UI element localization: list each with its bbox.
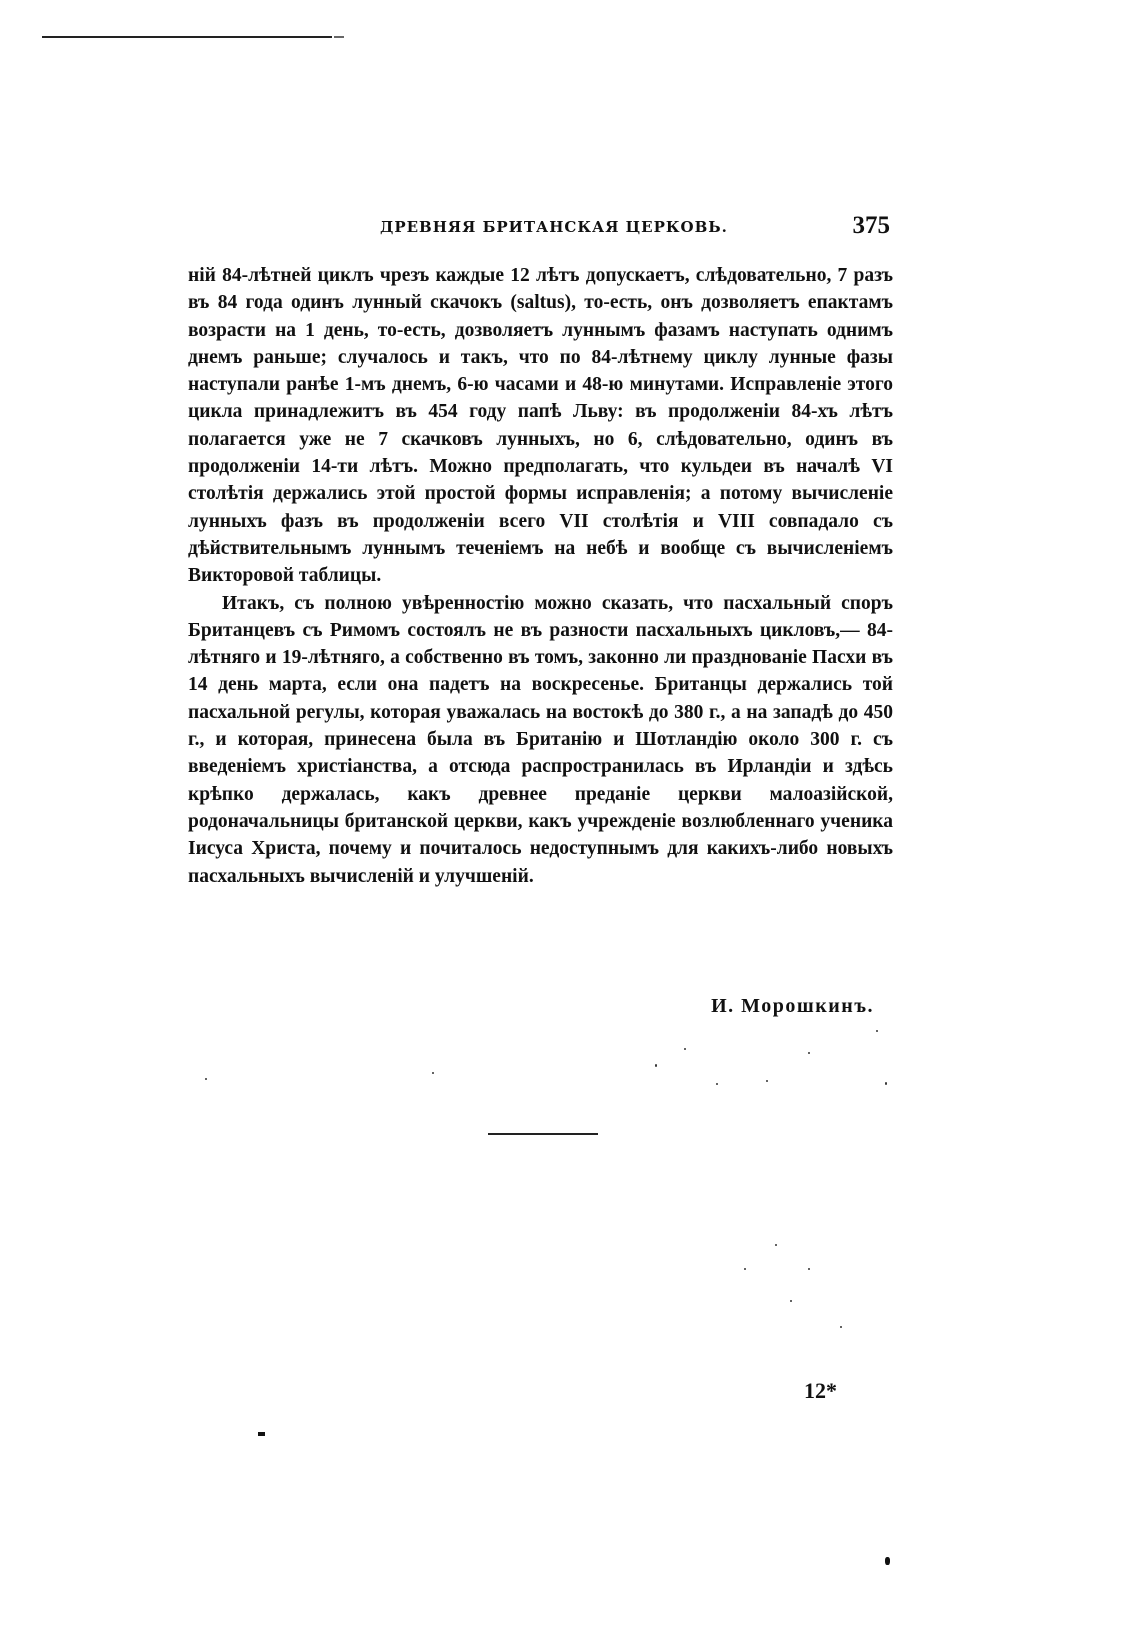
scan-speck <box>655 1064 657 1067</box>
scan-speck <box>684 1048 686 1050</box>
signature-mark: 12* <box>804 1378 837 1403</box>
paragraph-2: Итакъ, съ полною увѣренностію можно сказать, что пасхальный споръ Британцевъ съ Римомъ состоялъ не въ разности пасхальныхъ цикловъ,— 84-лѣтняго и 19-лѣтняго, а собственно въ томъ, законно ли празднованіе Пасхи въ 14 день марта, если она падетъ на воскресенье. Британцы держались той пасхальной регулы, которая уважалась на востокѣ до 380 г., а на западѣ до 450 г., и которая, принесена была въ Британію и Шотландію около 300 г. съ введеніемъ христіанства, а отсюда распространилась въ Ирландіи и здѣсь крѣпко держалась, какъ древнее преданіе церкви малоазійской, родоначальницы британской церкви, какъ учрежденіе возлюбленнаго ученика Іисуса Христа, почему и почиталось недоступнымъ для какихъ-либо новыхъ пасхальныхъ вычисленій и улучшеній. <box>188 592 893 887</box>
scan-speck <box>840 1326 842 1328</box>
author-signature: И. Морошкинъ. <box>711 995 874 1017</box>
page-number: 375 <box>852 212 890 239</box>
scan-mark <box>258 1432 265 1436</box>
scan-speck <box>205 1078 207 1080</box>
end-rule <box>488 1133 598 1135</box>
scan-speck <box>790 1300 792 1302</box>
scan-speck <box>808 1268 810 1270</box>
top-rule-tail <box>334 36 344 38</box>
scan-speck <box>716 1083 718 1085</box>
running-title: ДРЕВНЯЯ БРИТАНСКАЯ ЦЕРКОВЬ. <box>380 218 728 236</box>
scan-speck <box>432 1072 434 1074</box>
scan-speck <box>808 1052 810 1054</box>
scan-speck <box>775 1244 777 1246</box>
scan-speck <box>766 1080 768 1082</box>
running-head <box>188 212 890 246</box>
main-text <box>188 262 893 890</box>
top-rule <box>42 36 332 38</box>
scan-speck <box>744 1268 746 1270</box>
scan-speck <box>876 1030 878 1032</box>
scan-speck <box>885 1082 887 1085</box>
scan-mark <box>885 1557 890 1565</box>
paragraph-1: ній 84-лѣтней циклъ чрезъ каждые 12 лѣтъ допускаетъ, слѣдовательно, 7 разъ въ 84 года одинъ лунный скачокъ (saltus), то-есть, онъ дозволяетъ епактамъ возрасти на 1 день, то-есть, дозволяетъ луннымъ фазамъ наступать однимъ днемъ раньше; случалось и такъ, что по 84-лѣтнему циклу лунные фазы наступали ранѣе 1-мъ днемъ, 6-ю часами и 48-ю минутами. Исправленіе этого цикла принадлежитъ въ 454 году папѣ Льву: въ продолженіи 84-хъ лѣтъ полагается уже не 7 скачковъ лунныхъ, но 6, слѣдовательно, одинъ въ продолженіи 14-ти лѣтъ. Можно предполагать, что кульдеи въ началѣ VI столѣтія держались этой простой формы исправленія; а потому вычисленіе лунныхъ фазъ въ продолженіи всего VII столѣтія и VIII совпадало съ дѣйствительнымъ луннымъ теченіемъ на небѣ и вообще съ вычисленіемъ Викторовой таблицы. <box>188 265 893 587</box>
